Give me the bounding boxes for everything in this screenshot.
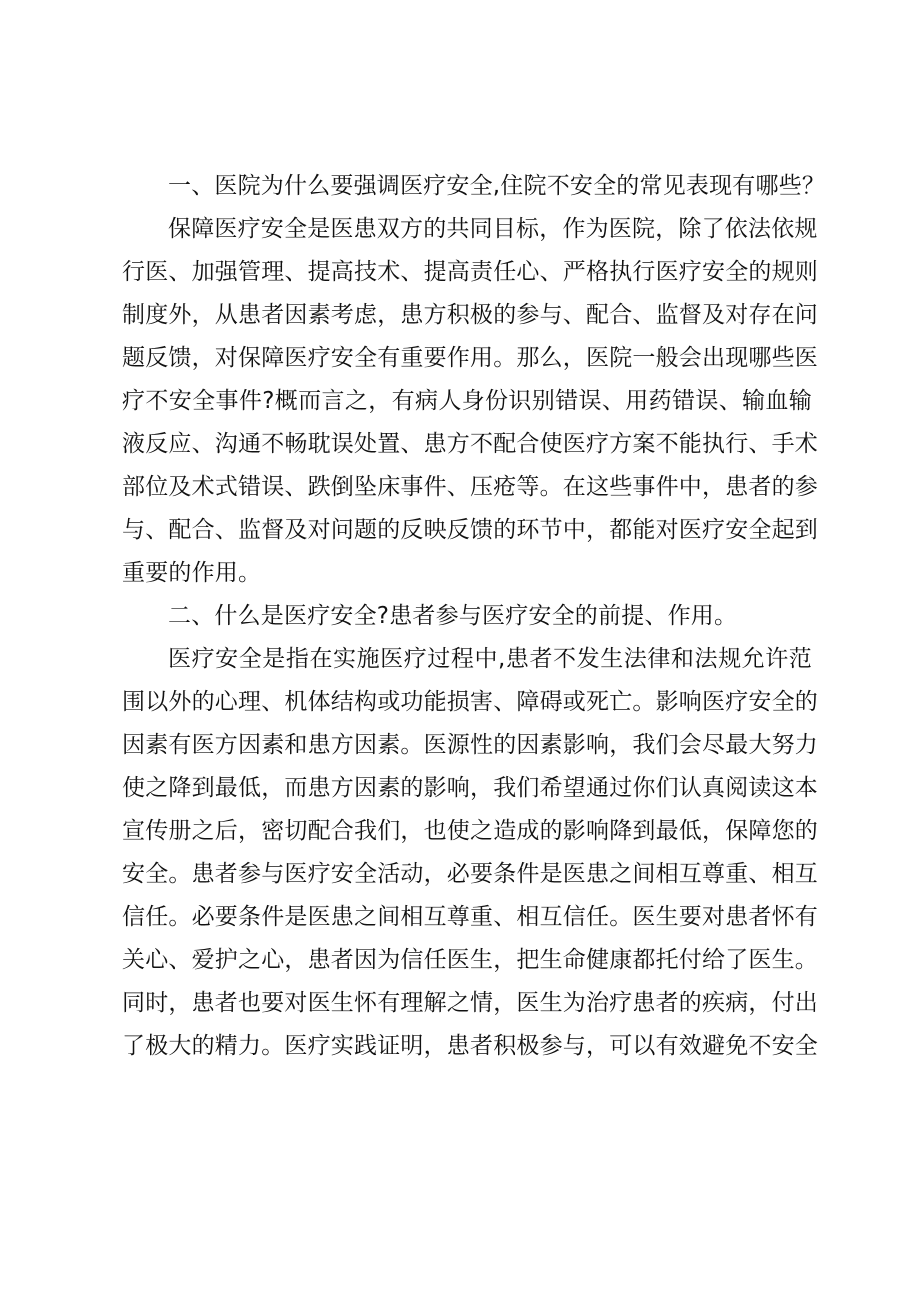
paragraph-line: 因素有医方因素和患方因素。医源性的因素影响，我们会尽最大努力	[122, 732, 818, 758]
paragraph-line: 保障医疗安全是医患双方的共同目标，作为医院，除了依法依规	[168, 216, 818, 242]
paragraph-line: 重要的作用。	[122, 560, 262, 586]
paragraph-line: 围以外的心理、机体结构或功能损害、障碍或死亡。影响医疗安全的	[122, 689, 818, 715]
document-body	[122, 165, 826, 1068]
paragraph-line: 信任。必要条件是医患之间相互尊重、相互信任。医生要对患者怀有	[122, 904, 818, 930]
paragraph-line: 了极大的精力。医疗实践证明，患者积极参与，可以有效避免不安全	[122, 1033, 818, 1059]
paragraph-line: 疗不安全事件?概而言之，有病人身份识别错误、用药错误、输血输	[122, 388, 812, 414]
section-2-heading: 二、什么是医疗安全?患者参与医疗安全的前提、作用。	[168, 603, 738, 629]
paragraph-line: 关心、爱护之心，患者因为信任医生，把生命健康都托付给了医生。	[122, 947, 818, 973]
paragraph-line: 医疗安全是指在实施医疗过程中,患者不发生法律和法规允许范	[168, 646, 812, 672]
paragraph-line: 与、配合、监督及对问题的反映反馈的环节中，都能对医疗安全起到	[122, 517, 818, 543]
paragraph-line: 部位及术式错误、跌倒坠床事件、压疮等。在这些事件中，患者的参	[122, 474, 818, 500]
paragraph-line: 同时，患者也要对医生怀有理解之情，医生为治疗患者的疾病，付出	[122, 990, 818, 1016]
paragraph-line: 液反应、沟通不畅耽误处置、患方不配合使医疗方案不能执行、手术	[122, 431, 818, 457]
paragraph-line: 安全。患者参与医疗安全活动，必要条件是医患之间相互尊重、相互	[122, 861, 818, 887]
paragraph-line: 行医、加强管理、提高技术、提高责任心、严格执行医疗安全的规则	[122, 259, 818, 285]
paragraph-line: 使之降到最低，而患方因素的影响，我们希望通过你们认真阅读这本	[122, 775, 818, 801]
paragraph-line: 宣传册之后，密切配合我们，也使之造成的影响降到最低，保障您的	[122, 818, 818, 844]
paragraph-line: 制度外，从患者因素考虑，患方积极的参与、配合、监督及对存在问	[122, 302, 818, 328]
section-1-heading: 一、医院为什么要强调医疗安全,住院不安全的常见表现有哪些？	[168, 173, 826, 199]
paragraph-line: 题反馈，对保障医疗安全有重要作用。那么，医院一般会出现哪些医	[122, 345, 818, 371]
